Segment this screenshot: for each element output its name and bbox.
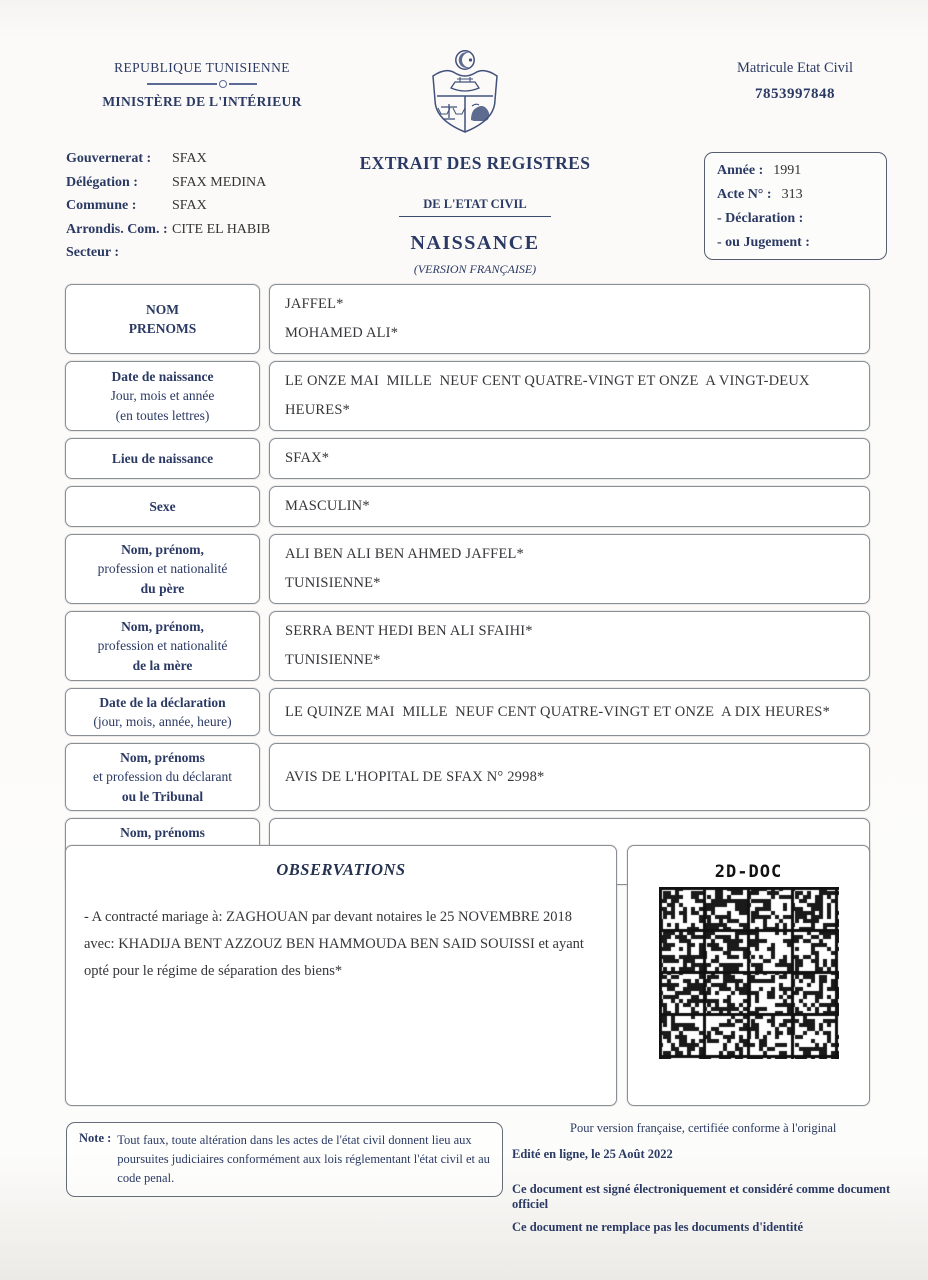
field-value-line: LE QUINZE MAI MILLE NEUF CENT QUATRE-VINGT ET ONZE A DIX HEURES* [285,703,831,720]
field-value-line: JAFFEL* [285,296,344,312]
declaration-label: - Déclaration : [717,211,804,226]
field-label-box [65,438,260,479]
location-label: Délégation : [66,174,138,190]
footer-line4: Ce document ne remplace pas les documents d'identité [512,1220,804,1234]
ornament-divider [147,80,257,88]
field-row [65,743,870,810]
annee-label: Année : [717,163,764,178]
field-value-line: LE ONZE MAI MILLE NEUF CENT QUATRE-VINGT ET ONZE A VINGT-DEUX HEURES* [285,373,814,418]
field-row [65,284,870,354]
field-label-line: et profession du déclarant [92,769,233,785]
field-label-line: NOM [146,301,179,317]
field-value-line: TUNISIENNE* [285,652,381,668]
field-label-box [65,611,260,681]
jugement-label: - ou Jugement : [717,235,810,250]
field-label-box [65,284,260,354]
barcode-label: 2D-DOC [714,862,783,882]
field-label-line: Sexe [149,498,176,514]
field-value-box [269,688,870,736]
observations-text: - A contracté mariage à: ZAGHOUAN par devant notaires le 25 NOVEMBRE 2018 avec: KHADIJA BENT AZZOUZ BEN HAMMOUDA BEN SAID SOUISSI et ayant opté pour le régime de séparation des biens* [84,909,584,979]
location-value: SFAX [172,151,207,166]
field-value-line: SERRA BENT HEDI BEN ALI SFAIHI* [285,623,533,639]
footer-block [512,1121,898,1235]
divider-dot-icon [219,80,227,88]
field-label-line: profession et nationalité [97,561,228,577]
datamatrix-barcode [659,887,839,1059]
field-label-box [65,361,260,431]
annee-value: 1991 [773,163,802,178]
location-label: Commune : [66,198,137,213]
field-row [65,486,870,527]
field-label-line: (jour, mois, année, heure) [93,714,232,730]
note-text: Tout faux, toute altération dans les actes de l'état civil donnent lieu aux poursuites judiciaires conformément aux lois réglementant l'état civil et au code penal. [117,1133,490,1185]
header-left [72,60,332,110]
footer-line2: Edité en ligne, le 25 Août 2022 [512,1147,673,1161]
field-value-line: ALI BEN ALI BEN AHMED JAFFEL* [285,546,525,562]
observations-title: OBSERVATIONS [276,860,406,879]
field-value-box [269,611,870,681]
title-line4: (VERSION FRANÇAISE) [413,262,537,276]
matricule-label: Matricule Etat Civil [737,60,853,76]
observations-box [65,845,617,1106]
location-value: CITE EL HABIB [172,221,271,237]
field-label-line: (en toutes lettres) [115,407,210,423]
field-label-box [65,743,260,810]
field-row [65,688,870,736]
field-value-box [269,743,870,810]
field-label-line: Nom, prénoms [120,750,205,766]
document-title [325,153,625,277]
note-box [66,1122,503,1197]
field-label-line: de la mère [132,657,193,673]
ministry-title: MINISTÈRE DE L'INTÉRIEUR [102,94,302,109]
header-right [700,60,890,103]
field-label-line: Nom, prénom, [121,619,204,635]
note-label: Note : [79,1131,112,1145]
title-line3: NAISSANCE [410,232,540,254]
location-value: SFAX [172,198,207,213]
field-label-line: PRENOMS [128,321,197,336]
matricule-value: 7853997848 [755,86,835,102]
location-label: Secteur : [66,245,119,260]
field-value-box [269,534,870,604]
field-value-box [269,438,870,479]
field-row [65,534,870,604]
tunisia-coat-of-arms-icon [424,48,506,141]
field-label-box [65,486,260,527]
location-value: SFAX MEDINA [172,174,267,190]
field-value-box [269,361,870,431]
field-value-line: TUNISIENNE* [285,575,381,591]
field-value-line: MOHAMED ALI* [285,325,399,341]
location-label: Gouvernerat : [66,151,152,166]
title-line2: DE L'ETAT CIVIL [399,197,551,217]
field-label-line: Date de la déclaration [99,695,226,710]
field-label-line: Nom, prénom, [121,542,204,558]
field-label-line: Nom, prénoms [120,824,205,840]
republic-title: REPUBLIQUE TUNISIENNE [114,60,290,75]
footer-line3: Ce document est signé électroniquement et considéré comme document officiel [512,1182,891,1211]
field-row [65,361,870,431]
field-row [65,611,870,681]
acte-label: Acte N° : [717,187,772,202]
field-label-line: du père [140,580,185,596]
field-label-line: Lieu de naissance [111,450,214,466]
field-value-line: SFAX* [285,450,330,466]
field-label-line: Date de naissance [111,369,214,385]
field-label-line: ou le Tribunal [121,788,204,804]
field-row [65,438,870,479]
barcode-box [627,845,870,1106]
field-label-line: Jour, mois et année [110,388,215,404]
title-line1: EXTRAIT DES REGISTRES [359,153,591,173]
field-label-box [65,688,260,736]
acte-value: 313 [781,187,803,202]
fields-table [65,284,870,885]
field-value-box [269,486,870,527]
field-value-line: MASCULIN* [285,498,370,514]
field-label-box [65,534,260,604]
field-value-line: AVIS DE L'HOPITAL DE SFAX N° 2998* [285,768,545,785]
act-info-box [704,152,887,260]
location-label: Arrondis. Com. : [66,221,168,237]
footer-line1: Pour version française, certifiée conforme à l'original [570,1121,837,1135]
field-label-line: profession et nationalité [97,638,228,654]
field-value-box [269,284,870,354]
